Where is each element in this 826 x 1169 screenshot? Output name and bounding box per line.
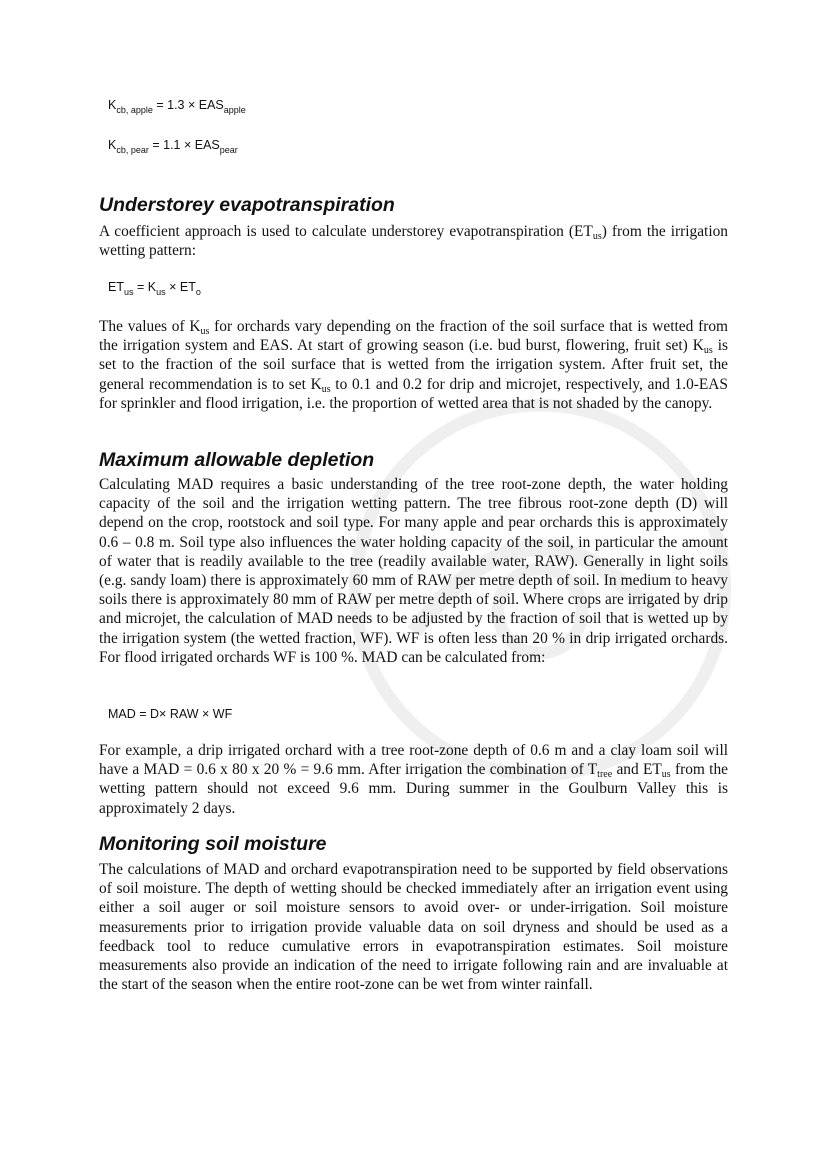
text: ) from the irrigation wetting pattern: [99, 223, 728, 260]
subscript: us [321, 383, 331, 395]
paragraph-monitoring: The calculations of MAD and orchard evapotranspiration need to be supported by field observations of soil moisture. The depth of wetting should be checked immediately after an irrigation event using either a soil auger or soil moisture sensors to avoid over- or under-irrigation. Soil moisture measurements prior to irrigation provide valuable data on soil dryness and should be used as a feedback tool to reduce cumulative errors in evapotranspiration estimates. Soil moisture measurements also provide an indication of the need to irrigate following rain and are invaluable at the start of the season when the entire root-zone can be wet from winter rainfall. [99, 861, 728, 994]
equation-etus [108, 280, 201, 297]
eq-et-sub: us [123, 287, 134, 297]
eq-rhs-sub: apple [223, 105, 246, 115]
text: is set to the fraction of the soil surface that is wetted from the irrigation system. After fruit set, the general recommendation is to set K [99, 337, 728, 393]
heading-monitoring-soil-moisture: Monitoring soil moisture [99, 833, 327, 855]
subscript: us [592, 231, 602, 242]
eq-rhs: = 1.1 × EAS [152, 138, 220, 152]
text: For example, a drip irrigated orchard with a tree root-zone depth of 0.6 m and a clay loam soil will have a MAD = 0.6 x 80 x 20 % = 9.6 mm. After irrigation the combination of T [99, 742, 728, 779]
eq-mid: = K [136, 280, 157, 294]
paragraph-understorey-intro [99, 222, 728, 260]
heading-understorey: Understorey evapotranspiration [99, 194, 395, 216]
equation-mad: MAD = D× RAW × WF [108, 707, 233, 721]
paragraph-mad-intro: Calculating MAD requires a basic understanding of the tree root-zone depth, the water holding capacity of the soil and the irrigation wetting pattern. The tree fibrous root-zone depth (D) will depend on the crop, rootstock and soil type. For many apple and pear orchards this is approximately 0.6 – 0.8 m. Soil type also influences the water holding capacity of the soil, in particular the amount of water that is readily available to the tree (readily available water, RAW). Generally in light soils (e.g. sandy loam) there is approximately 60 mm of RAW per metre depth of soil. In medium to heavy soils there is approximately 80 mm of RAW per metre depth of soil. Where crops are irrigated by drip and microjet, the calculation of MAD needs to be adjusted by the fraction of soil that is wetted up by the irrigation system (the wetted fraction, WF). WF is often less than 20 % in drip irrigated orchards. For flood irrigated orchards WF is 100 %. MAD can be calculated from: [99, 476, 728, 666]
text: from the wetting pattern should not exceed 9.6 mm. During summer in the Goulburn Valley this is approximately 2 days. [99, 761, 728, 817]
subscript: us [200, 326, 210, 337]
equation-kcb-pear [108, 138, 238, 155]
eq-k: K [108, 98, 117, 112]
text: and ET [612, 761, 662, 779]
subscript: us [703, 345, 713, 357]
paragraph-understorey-kus [99, 317, 728, 413]
eq-rhs: = 1.3 × EAS [156, 98, 224, 112]
text: The values of K [99, 318, 201, 335]
eq-et: ET [108, 280, 124, 294]
subscript: us [661, 769, 671, 781]
eq-k-sub: cb, apple [116, 105, 153, 115]
eq-rhs-sub: pear [219, 145, 238, 155]
eq-k: K [108, 138, 117, 152]
text: to 0.1 and 0.2 for drip and microjet, respectively, and 1.0-EAS for sprinkler and flood irrigation, i.e. the proportion of wetted area that is not shaded by the canopy. [99, 375, 728, 412]
eq-mid-sub: us [156, 287, 166, 297]
text: for orchards vary depending on the fraction of the soil surface that is wetted from the irrigation system and EAS. At start of growing season (i.e. bud burst, flowering, fruit set) K [99, 318, 728, 355]
eq-k-sub: cb, pear [116, 145, 149, 155]
eq-rhs: × ET [169, 280, 196, 294]
equation-kcb-apple [108, 98, 246, 115]
text: A coefficient approach is used to calculate understorey evapotranspiration (ET [99, 223, 593, 240]
paragraph-mad-example [99, 741, 728, 818]
heading-maximum-allowable-depletion: Maximum allowable depletion [99, 449, 375, 471]
eq-rhs-sub: o [195, 287, 201, 297]
subscript: tree [597, 769, 613, 781]
